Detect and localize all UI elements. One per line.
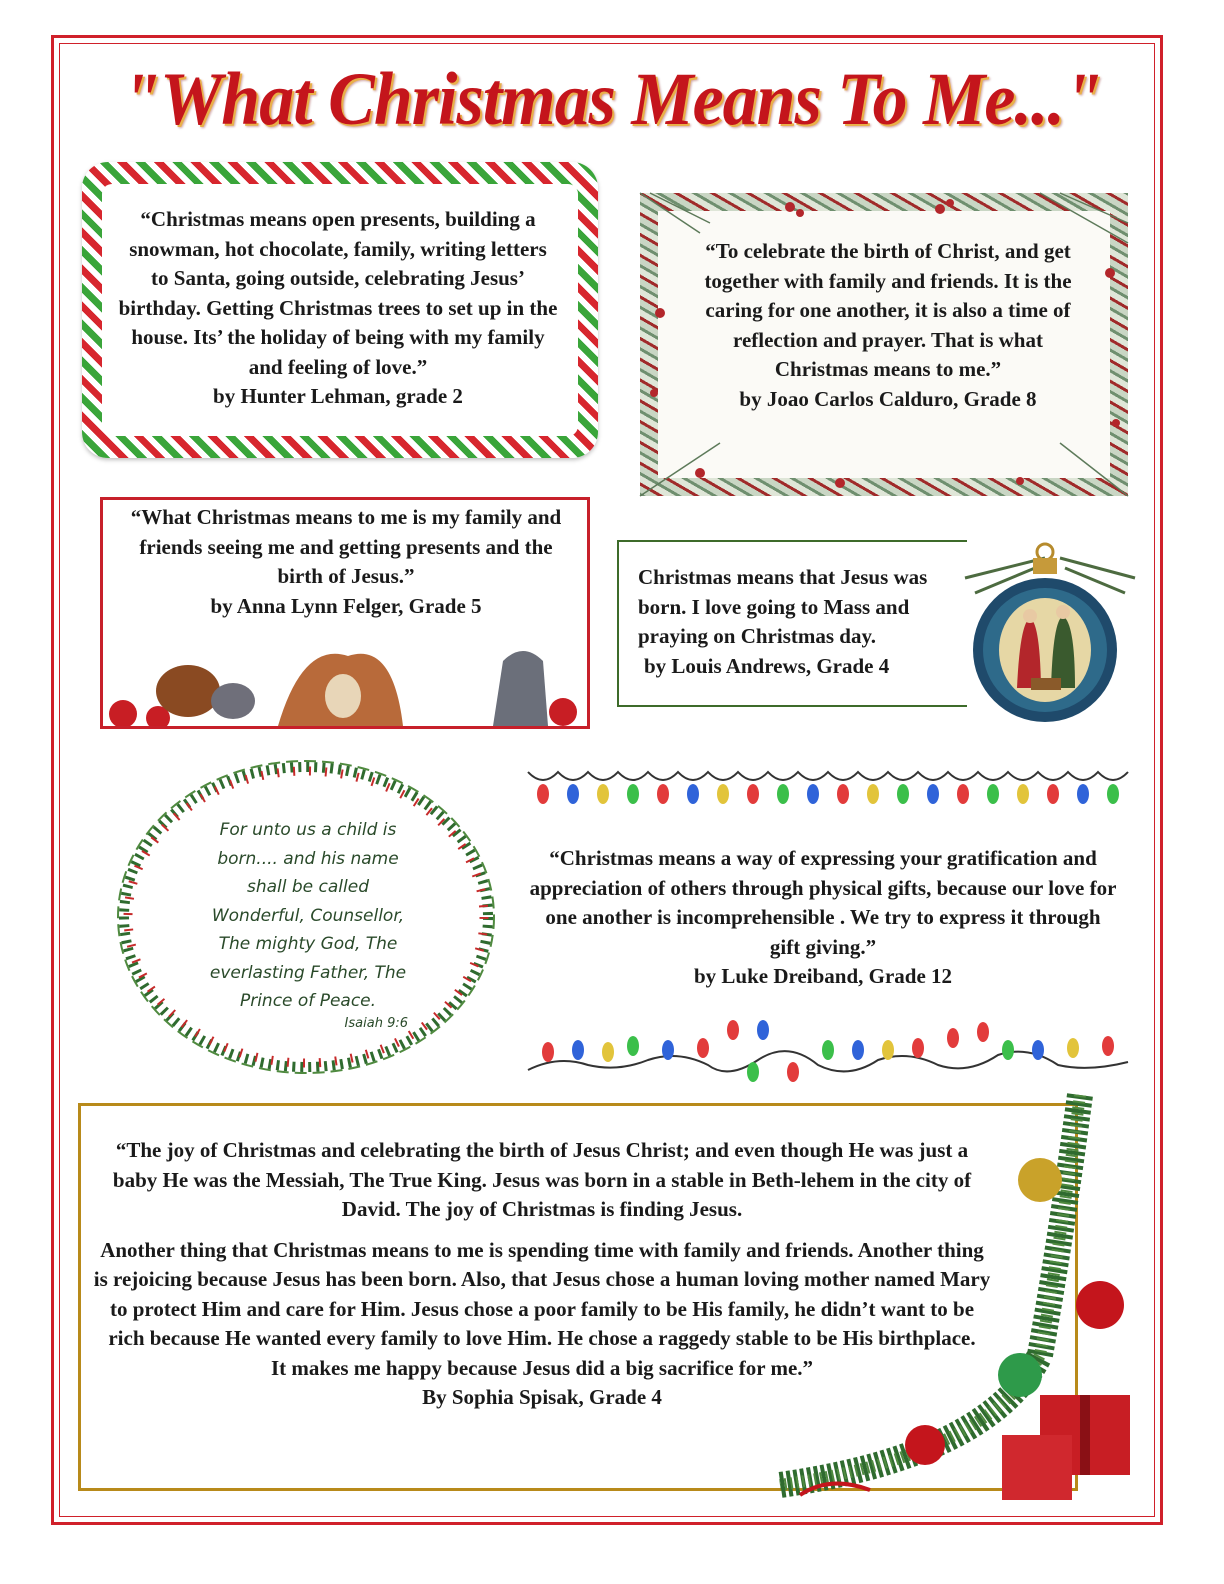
hunter-quote bbox=[118, 205, 558, 412]
wreath-line-6: everlasting Father, The bbox=[209, 962, 407, 983]
christmas-garland-corner-decoration bbox=[740, 1095, 1150, 1515]
sophia-quote-paragraph-3: It makes me happy because Jesus did a big sacrifice for me.” bbox=[270, 1355, 814, 1380]
nativity-scene-illustration bbox=[103, 636, 587, 726]
sophia-quote-paragraph-2: Another thing that Christmas means to me is spending time with family and friends. Another thing is rejoicing because Jesus has been born. Also, that Jesus chose a human loving mother named Mary to protect Him and care for Him. Jesus chose a poor family to be His family, he didn’t want to be rich because He wanted every family to love Him. He chose a raggedy stable to be His birthplace. bbox=[93, 1237, 991, 1350]
anna-quote-text: “What Christmas means to me is my family and friends seeing me and getting presents and the birth of Jesus.” bbox=[130, 505, 562, 588]
wreath-line-3: shall be called bbox=[246, 877, 369, 897]
string-lights-top bbox=[528, 760, 1132, 820]
joao-quote-text: “To celebrate the birth of Christ, and get together with family and friends. It is the caring for one another, it is also a time of reflection and prayer. That is what Christmas means to me.” bbox=[704, 239, 1072, 381]
joao-quote bbox=[688, 237, 1088, 414]
wreath-line-2: born.... and his name bbox=[217, 848, 399, 869]
wreath-line-1: For unto us a child is bbox=[219, 820, 397, 840]
nativity-ornament-illustration bbox=[965, 538, 1140, 738]
louis-quote bbox=[638, 563, 960, 681]
luke-quote-text: “Christmas means a way of expressing your gratification and appreciation of others through physical gifts, because our love for one another is incomprehensible . We try to express it through gift giving.” bbox=[529, 846, 1117, 959]
wreath-line-4: Wonderful, Counsellor, bbox=[211, 905, 405, 926]
anna-quote bbox=[118, 503, 574, 621]
wreath-verse bbox=[178, 816, 438, 1032]
wreath-verse-reference: Isaiah 9:6 bbox=[344, 1015, 408, 1031]
louis-quote-text: Christmas means that Jesus was born. I love going to Mass and praying on Christmas day. bbox=[638, 565, 928, 648]
anna-quote-author: by Anna Lynn Felger, Grade 5 bbox=[210, 593, 482, 618]
wreath-line-5: The mighty God, The bbox=[218, 934, 398, 954]
hunter-quote-author: by Hunter Lehman, grade 2 bbox=[213, 384, 463, 408]
page-title: "What Christmas Means To Me..." bbox=[122, 57, 1102, 142]
wreath-line-7: Prince of Peace. bbox=[239, 991, 377, 1011]
joao-quote-author: by Joao Carlos Calduro, Grade 8 bbox=[739, 386, 1037, 411]
sophia-quote-paragraph-1: “The joy of Christmas and celebrating the birth of Jesus Christ; and even though He was just a baby He was the Messiah, The True King. Jesus was born in a stable in Beth-lehem in the city of David. The joy of Christmas is finding Jesus. bbox=[112, 1138, 972, 1221]
hunter-quote-text: “Christmas means open presents, building a snowman, hot chocolate, family, writing letters to Santa, going outside, celebrating Jesus’ birthday. Getting Christmas trees to set up in the house. Its’ the holiday of being with my family and feeling of love.” bbox=[118, 207, 558, 379]
string-lights-bottom bbox=[528, 1010, 1132, 1085]
luke-quote-author: by Luke Dreiband, Grade 12 bbox=[693, 964, 953, 988]
luke-quote bbox=[528, 844, 1118, 992]
louis-quote-author: by Louis Andrews, Grade 4 bbox=[644, 653, 890, 678]
sophia-quote-author: By Sophia Spisak, Grade 4 bbox=[422, 1385, 662, 1409]
